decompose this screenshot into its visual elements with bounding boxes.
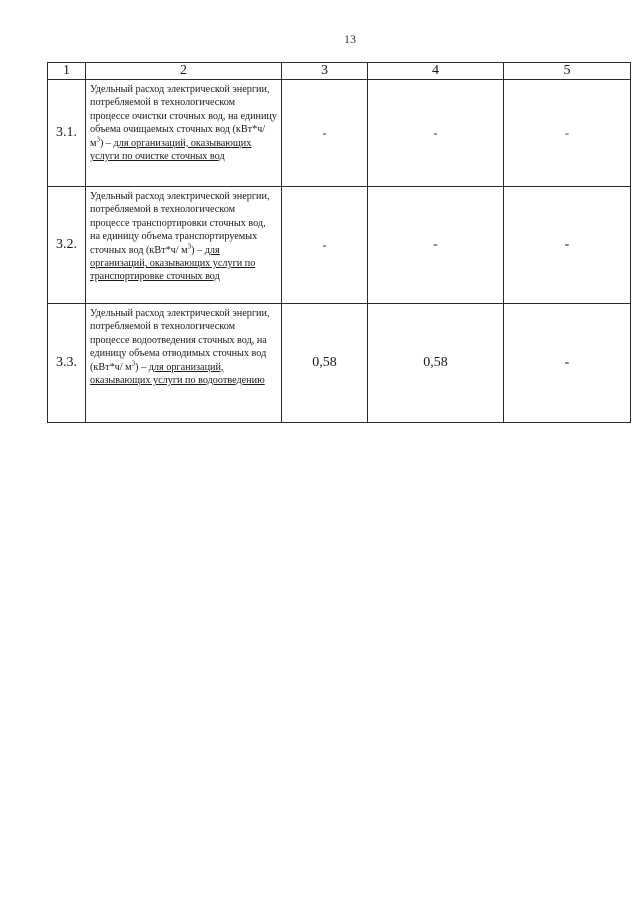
row-value-col4: 0,58 bbox=[368, 304, 504, 423]
table-header-row bbox=[48, 63, 631, 80]
table-row bbox=[48, 304, 631, 423]
description-close: ) – bbox=[135, 361, 149, 373]
row-description bbox=[86, 304, 282, 423]
header-col-3: 3 bbox=[282, 63, 368, 80]
row-number: 3.3. bbox=[48, 304, 86, 423]
row-value-col4: - bbox=[368, 187, 504, 304]
energy-consumption-table bbox=[47, 62, 631, 423]
header-col-5: 5 bbox=[504, 63, 631, 80]
unit-superscript: 3 bbox=[131, 359, 136, 368]
table-row bbox=[48, 187, 631, 304]
row-value-col3: 0,58 bbox=[282, 304, 368, 423]
header-col-4: 4 bbox=[368, 63, 504, 80]
row-description bbox=[86, 187, 282, 304]
row-value-col4: - bbox=[368, 80, 504, 187]
description-scope: для организаций, оказывающих услуги по очистке сточных вод bbox=[90, 137, 252, 163]
row-value-col5: - bbox=[504, 187, 631, 304]
unit-superscript: 3 bbox=[96, 135, 100, 144]
row-number: 3.2. bbox=[48, 187, 86, 304]
header-col-2: 2 bbox=[86, 63, 282, 80]
row-description bbox=[86, 80, 282, 187]
description-scope: для организаций, оказывающих услуги по водоотведению bbox=[90, 361, 265, 387]
description-scope: для организаций, оказывающих услуги по транспортировке сточных вод bbox=[90, 244, 256, 283]
description-close: ) – bbox=[191, 244, 205, 256]
description-close: ) – bbox=[99, 137, 114, 149]
table-row bbox=[48, 80, 631, 187]
description-text: Удельный расход электрической энергии, потребляемой в технологическом процессе водоотведения сточных вод, на единицу объема отводимых сточных вод (кВт*ч/ м bbox=[90, 308, 270, 373]
row-value-col3: - bbox=[282, 80, 368, 187]
row-value-col5: - bbox=[504, 304, 631, 423]
unit-superscript: 3 bbox=[187, 242, 192, 251]
description-text: Удельный расход электрической энергии, потребляемой в технологическом процессе очистки сточных вод, на единицу объема очищаемых сточных вод (кВт*ч/ м bbox=[90, 84, 277, 149]
page-number: 13 bbox=[344, 32, 356, 46]
row-value-col5: - bbox=[504, 80, 631, 187]
header-col-1: 1 bbox=[48, 63, 86, 80]
row-value-col3: - bbox=[282, 187, 368, 304]
description-text: Удельный расход электрической энергии, потребляемой в технологическом процессе транспортировки сточных вод, на единицу объема транспортируемых сточных вод (кВт*ч/ м bbox=[90, 191, 270, 256]
row-number: 3.1. bbox=[48, 80, 86, 187]
